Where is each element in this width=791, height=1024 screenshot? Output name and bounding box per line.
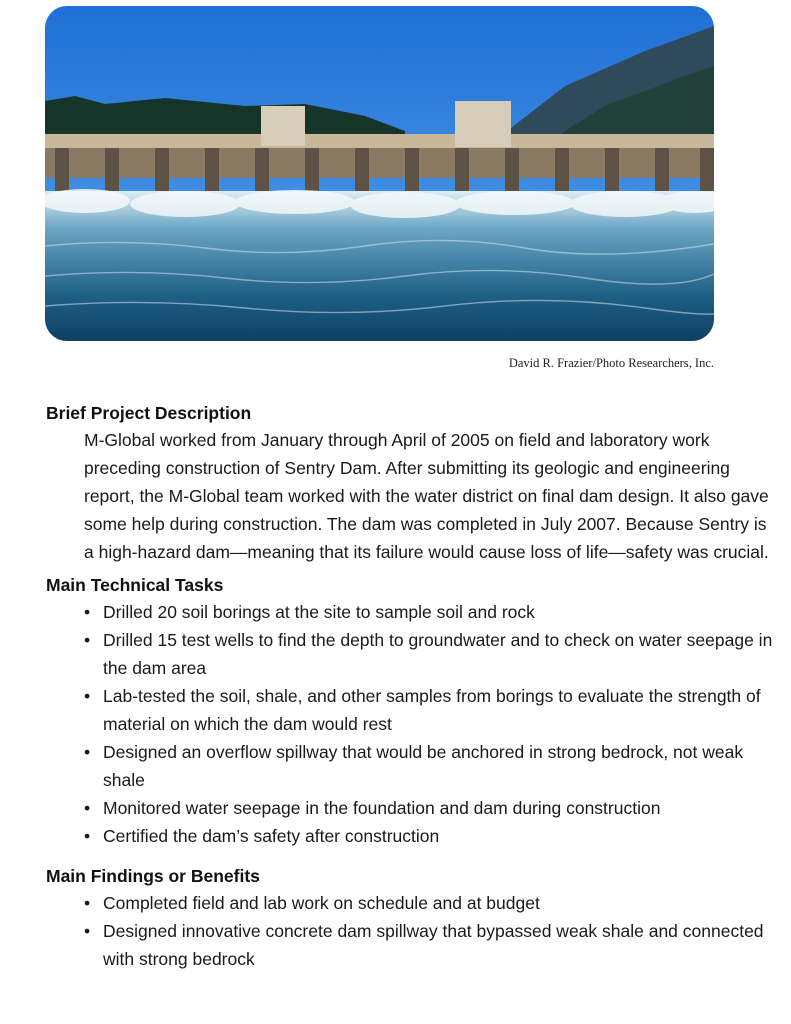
list-item: • Monitored water seepage in the foundation and dam during construction <box>84 794 776 822</box>
list-item: • Drilled 20 soil borings at the site to sample soil and rock <box>84 598 776 626</box>
findings-heading: Main Findings or Benefits <box>46 866 260 886</box>
tasks-list <box>46 598 776 850</box>
list-item: • Drilled 15 test wells to find the depth to groundwater and to check on water seepage in the dam area <box>84 626 776 682</box>
project-summary <box>46 400 776 973</box>
photo-credit: David R. Frazier/Photo Researchers, Inc. <box>508 356 714 370</box>
list-item: • Certified the dam’s safety after construction <box>84 822 776 850</box>
list-item: • Completed field and lab work on schedule and at budget <box>84 889 776 917</box>
list-item: • Designed an overflow spillway that would be anchored in strong bedrock, not weak shale <box>84 738 776 794</box>
description-heading: Brief Project Description <box>46 403 252 423</box>
list-item: • Lab-tested the soil, shale, and other samples from borings to evaluate the strength of material on which the dam would rest <box>84 682 776 738</box>
tasks-heading: Main Technical Tasks <box>46 575 224 595</box>
list-item: • Designed innovative concrete dam spillway that bypassed weak shale and connected with strong bedrock <box>84 917 776 973</box>
dam-photo <box>45 6 714 341</box>
findings-list <box>46 889 776 973</box>
description-text: M-Global worked from January through April of 2005 on field and laboratory work preceding construction of Sentry Dam. After submitting its geologic and engineering report, the M-Global team worked with the water district on final dam design. It also gave some help during construction. The dam was completed in July 2007. Because Sentry is a high-hazard dam—meaning that its failure would cause loss of life—safety was crucial. <box>84 430 769 562</box>
